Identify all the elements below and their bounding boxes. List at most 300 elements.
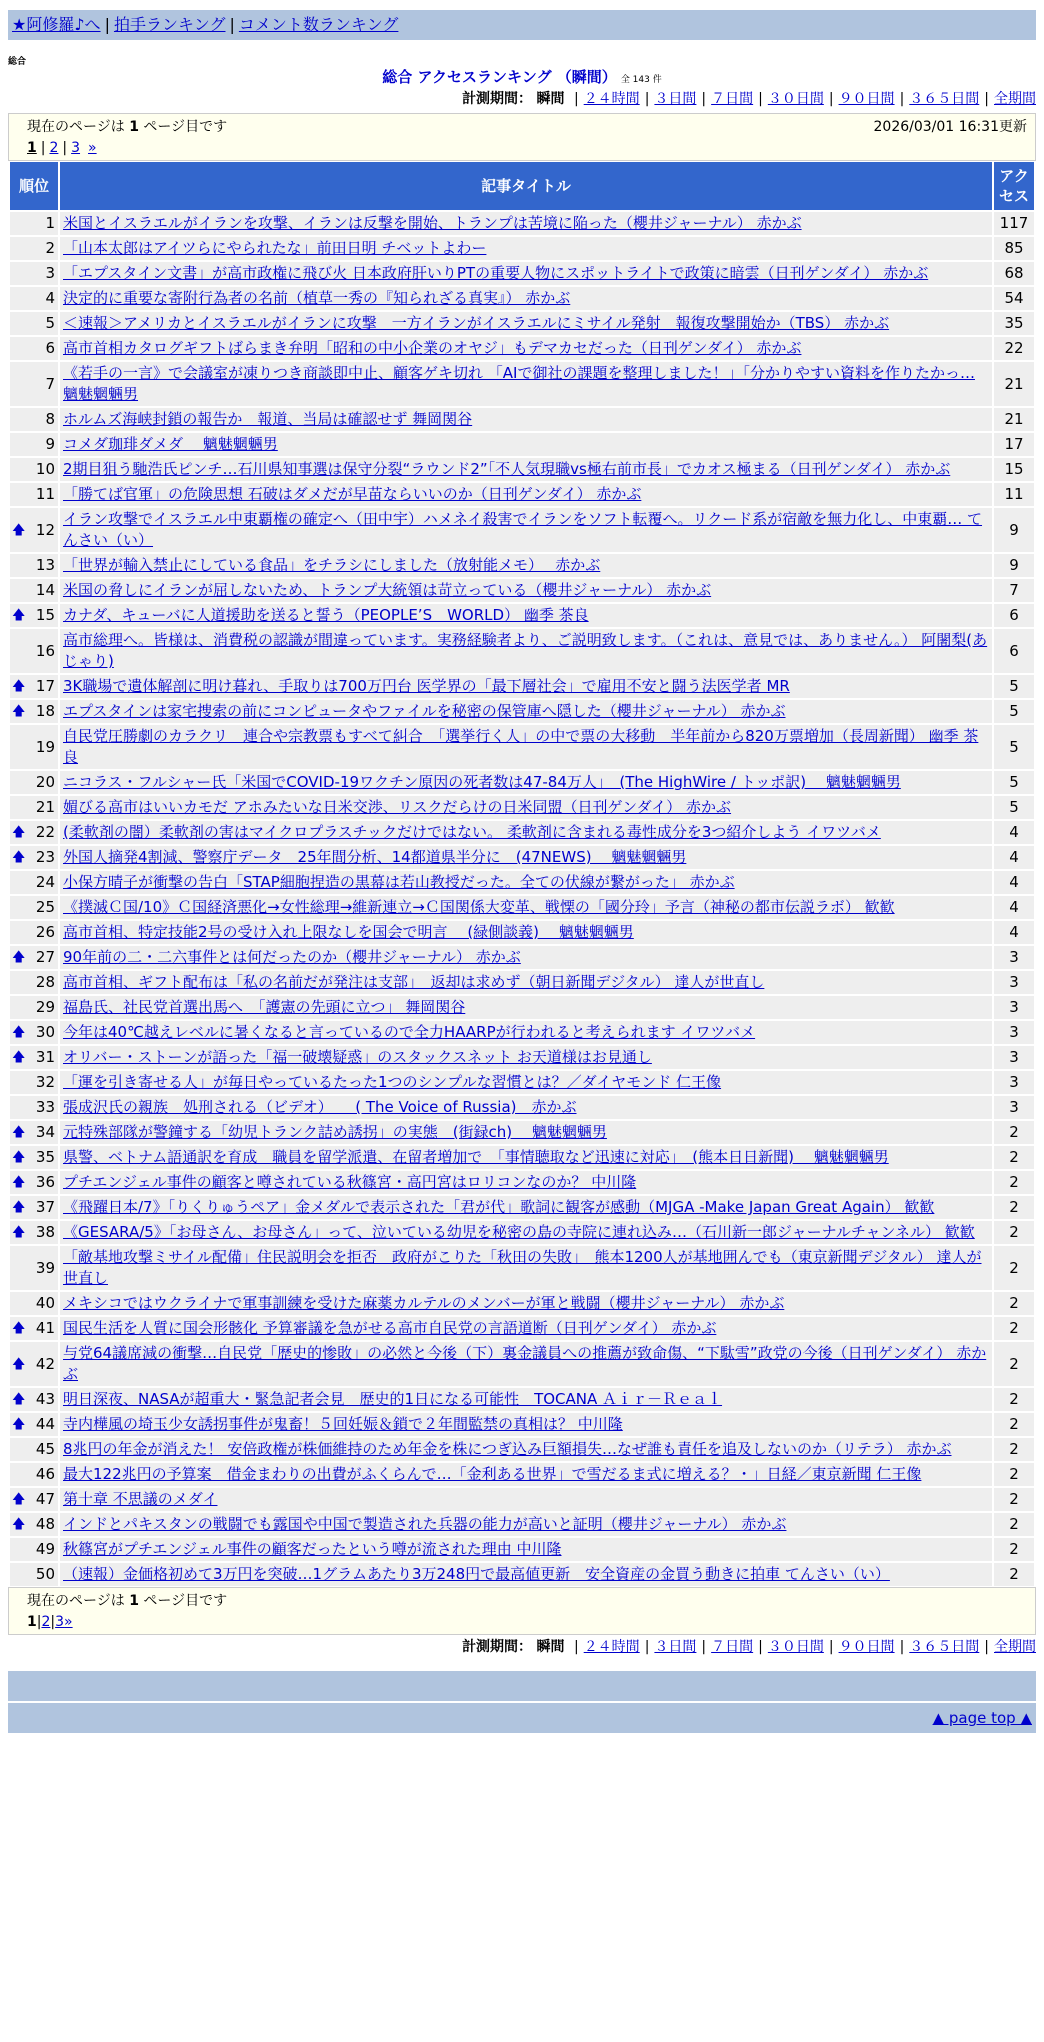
access-count: 3 [994,1021,1034,1044]
title-cell [60,1171,992,1194]
article-link[interactable]: プチエンジェル事件の顧客と噂されている秋篠宮・高円宮はロリコンなのか？ 中川隆 [63,1173,637,1191]
table-row [10,458,1034,481]
rank-number: 50 [35,1565,55,1583]
up-arrow-icon: 🡅 [12,950,26,965]
period-link[interactable]: ３０日間 [767,1639,824,1655]
access-count: 21 [994,362,1034,406]
nav-separator: | [104,15,110,34]
rank-number: 42 [35,1354,55,1373]
page-status-current: 1 [129,1593,139,1609]
up-arrow-icon: 🡅 [12,1321,26,1336]
table-row [10,237,1034,260]
title-cell [60,1463,992,1486]
access-count: 68 [994,262,1034,285]
rank-number: 25 [35,898,55,916]
pagination-bottom [8,1587,1036,1635]
title-cell [60,1488,992,1511]
rank-cell [10,1388,58,1411]
rank-cell [10,846,58,869]
rank-cell [10,1538,58,1561]
title-cell [60,458,992,481]
page-links [27,138,1027,158]
period-link[interactable]: ７日間 [711,1639,754,1655]
title-cell [60,1388,992,1411]
rank-number: 36 [35,1173,55,1191]
title-cell [60,1563,992,1586]
period-separator: | [701,1639,707,1655]
rank-cell [10,408,58,431]
period-label: 計測期間： [462,1639,533,1655]
up-arrow-icon: 🡅 [12,1125,26,1140]
article-link[interactable]: 高市総理へ。皆様は、消費税の認識が間違っています。実務経験者より、ご説明致します。（これは、意見では、ありません。） 阿闍梨(あじゃり) [63,631,988,670]
page-top-link[interactable]: ▲ page top ▲ [932,1709,1032,1727]
article-link[interactable]: ニコラス・フルシャー氏「米国でCOVID-19ワクチン原因の死者数は47-84万人」 (The HighWire / トッポ訳) 魑魅魍魎男 [63,773,901,791]
table-row [10,796,1034,819]
up-arrow-icon: 🡅 [12,850,26,865]
up-arrow-icon: 🡅 [12,704,26,719]
table-row [10,212,1034,235]
table-row [10,1538,1034,1561]
article-link[interactable]: 決定的に重要な寄附行為者の名前（植草一秀の『知られざる真実』） 赤かぶ [63,289,571,307]
article-link[interactable]: インドとパキスタンの戦闘でも露国や中国で製造された兵器の能力が高いと証明（櫻井ジャーナル） 赤かぶ [63,1515,787,1533]
page-separator: | [40,140,46,156]
page-separator: | [50,1614,56,1630]
table-row [10,1046,1034,1069]
nav-link-clap-ranking[interactable]: 拍手ランキング [113,15,226,34]
rank-cell [10,262,58,285]
access-count: 4 [994,821,1034,844]
article-link[interactable]: 元特殊部隊が警鐘する「幼児トランク詰め誘拐」の実態 (街録ch) 魑魅魍魎男 [63,1123,607,1141]
article-link[interactable]: 「世界が輸入禁止にしている食品」をチラシにしました（放射能メモ） 赤かぶ [63,556,601,574]
article-link[interactable]: エプスタインは家宅捜索の前にコンピュータやファイルを秘密の保管庫へ隠した（櫻井ジャーナル） 赤かぶ [63,702,786,720]
table-row [10,1121,1034,1144]
page-link[interactable]: 3 [55,1614,65,1630]
article-link[interactable]: 県警、ベトナム語通訳を育成 職員を留学派遣、在留者増加で 「事情聴取など迅速に対応」 (熊本日日新聞) 魑魅魍魎男 [63,1148,889,1166]
rank-number: 28 [35,973,55,991]
table-row [10,629,1034,673]
next-page-link[interactable]: » [88,140,97,156]
table-row [10,362,1034,406]
article-link[interactable]: ＜速報＞アメリカとイスラエルがイランに攻撃 一方イランがイスラエルにミサイル発射 報復攻撃開始か（TBS） 赤かぶ [63,314,890,332]
table-row [10,1513,1034,1536]
title-cell [60,700,992,723]
rank-number: 29 [35,998,55,1016]
title-cell [60,675,992,698]
rank-number: 15 [35,606,55,624]
page-link: 1 [27,140,37,156]
access-count: 54 [994,287,1034,310]
article-link[interactable]: 媚びる高市はいいカモだ アホみたいな日米交渉、リスクだらけの日米同盟（日刊ゲンダイ） 赤かぶ [63,798,732,816]
rank-cell [10,433,58,456]
rank-number: 40 [35,1294,55,1312]
article-link[interactable]: イラン攻撃でイスラエル中東覇権の確定へ（田中宇）ハメネイ殺害でイランをソフト転覆へ。リクード系が宿敵を無力化し、中東覇… てんさい（い） [63,510,983,549]
article-link[interactable]: 8兆円の年金が消えた！ 安倍政権が株価維持のため年金を株につぎ込み巨額損失…なぜ誰も責任を追及しないのか（リテラ） 赤かぶ [63,1440,952,1458]
rank-cell [10,946,58,969]
title-cell [60,996,992,1019]
title-cell [60,796,992,819]
rank-number: 12 [35,520,55,539]
rank-number: 26 [35,923,55,941]
access-count: 7 [994,579,1034,602]
rank-cell [10,1292,58,1315]
rank-number: 14 [35,581,55,599]
title-cell [60,262,992,285]
rank-number: 16 [35,641,55,660]
article-link[interactable]: 今年は40℃越えレベルに暑くなると言っているので全力HAARPが行われると考えられます イワツバメ [63,1023,756,1041]
article-link[interactable]: 2期目狙う馳浩氏ピンチ…石川県知事選は保守分裂“ラウンド2”「不人気現職vs極右前市長」でカオス極まる（日刊ゲンダイ） 赤かぶ [63,460,951,478]
nav-link-comment-ranking[interactable]: コメント数ランキング [238,15,399,34]
up-arrow-icon: 🡅 [12,1175,26,1190]
table-row [10,1463,1034,1486]
period-link[interactable]: 全期間 [994,1639,1036,1655]
rank-number: 32 [35,1073,55,1091]
rank-cell [10,996,58,1019]
access-count: 4 [994,871,1034,894]
title-cell [60,1538,992,1561]
title-cell [60,337,992,360]
period-separator: | [758,91,763,107]
article-link[interactable]: コメダ珈琲ダメダ 魑魅魍魎男 [63,435,278,453]
access-count: 117 [994,212,1034,235]
rank-cell [10,675,58,698]
table-row [10,771,1034,794]
column-header-title: 記事タイトル [60,162,992,210]
rank-number: 49 [35,1540,55,1558]
rank-cell [10,1121,58,1144]
title-cell [60,946,992,969]
title-cell [60,1121,992,1144]
article-link[interactable]: 「エプスタイン文書」が高市政権に飛び火 日本政府肝いりPTの重要人物にスポットライトで政策に暗雲（日刊ゲンダイ） 赤かぶ [63,264,929,282]
rank-cell [10,604,58,627]
article-link[interactable]: 第十章 不思議のメダイ [63,1490,218,1508]
period-link[interactable]: ７日間 [711,91,754,107]
period-separator: | [899,91,905,107]
up-arrow-icon: 🡅 [12,825,26,840]
access-count: 85 [994,237,1034,260]
period-separator: | [701,91,707,107]
table-row [10,921,1034,944]
article-link[interactable]: 明日深夜、NASAが超重大・緊急記者会見 歴史的1日になる可能性 TOCANA Ａｉｒ－Ｒｅａｌ [63,1390,723,1408]
rank-cell [10,1246,58,1290]
table-row [10,1071,1034,1094]
rank-cell [10,554,58,577]
rank-number: 5 [45,314,55,332]
rank-cell [10,237,58,260]
table-row [10,1021,1034,1044]
rank-cell [10,1413,58,1436]
rank-cell [10,212,58,235]
period-link[interactable]: ９０日間 [838,91,895,107]
rank-number: 35 [35,1148,55,1166]
rank-number: 34 [35,1123,55,1141]
up-arrow-icon: 🡅 [12,608,26,623]
table-row [10,1292,1034,1315]
table-row [10,996,1034,1019]
article-link[interactable]: （速報）金価格初めて3万円を突破…1グラムあたり3万248円で最高値更新 安全資産の金買う動きに拍車 てんさい（い） [63,1565,890,1583]
table-row [10,1563,1034,1586]
up-arrow-icon: 🡅 [12,1225,26,1240]
ranking-table [8,160,1036,1588]
rank-number: 48 [35,1515,55,1533]
rank-cell [10,1513,58,1536]
page-status-suffix: ページ目です [143,1593,228,1609]
period-link[interactable]: ３６５日間 [909,1639,980,1655]
title-cell [60,483,992,506]
table-row [10,1196,1034,1219]
rank-cell [10,771,58,794]
rank-number: 3 [45,264,55,282]
rank-cell [10,1317,58,1340]
rank-number: 4 [45,289,55,307]
period-separator: | [644,91,650,107]
rank-number: 19 [35,737,55,756]
period-link[interactable]: 全期間 [994,91,1036,107]
page-status-prefix: 現在のページは [27,119,125,135]
article-link[interactable]: 米国の脅しにイランが屈しないため、トランプ大統領は苛立っている（櫻井ジャーナル） 赤かぶ [63,581,712,599]
access-count: 9 [994,554,1034,577]
title-cell [60,1413,992,1436]
access-count: 2 [994,1563,1034,1586]
page-links [27,1612,1027,1632]
period-link[interactable]: ３日間 [654,1639,697,1655]
up-arrow-icon: 🡅 [12,1050,26,1065]
page-status-prefix: 現在のページは [27,1593,125,1609]
access-count: 3 [994,996,1034,1019]
access-count: 5 [994,796,1034,819]
article-link[interactable]: 高市首相、特定技能2号の受け入れ上限なしを国会で明言 (緑側談義) 魑魅魍魎男 [63,923,634,941]
rank-cell [10,362,58,406]
access-count: 2 [994,1171,1034,1194]
article-link[interactable]: 《GESARA/5》「お母さん、お母さん」って、泣いている幼児を秘密の島の寺院に連れ込み…（石川新一郎ジャーナルチャンネル） 歓歓 [63,1223,975,1241]
rank-number: 10 [35,460,55,478]
title-cell [60,1221,992,1244]
footer-bar [8,1671,1036,1701]
rank-number: 46 [35,1465,55,1483]
page-status-suffix: ページ目です [143,119,228,135]
period-separator: | [984,91,989,107]
article-link[interactable]: 国民生活を人質に国会形骸化 予算審議を急がせる高市自民党の言語道断（日刊ゲンダイ） 赤かぶ [63,1319,717,1337]
rank-number: 41 [35,1319,55,1337]
rank-cell [10,1463,58,1486]
article-link[interactable]: 《撲滅Ｃ国/10》Ｃ国経済悪化→女性総理→維新連立→Ｃ国関係大変革、戦慄の「國分玲」予言（神秘の都市伝説ラボ） 歓歓 [63,898,895,916]
title-cell [60,846,992,869]
rank-number: 17 [35,677,55,695]
period-link[interactable]: ９０日間 [838,1639,895,1655]
article-link[interactable]: 最大122兆円の予算案 借金まわりの出費がふくらんで…「金利ある世界」で雪だるま式に増える？・」日経／東京新聞 仁王像 [63,1465,922,1483]
rank-number: 2 [45,239,55,257]
period-link[interactable]: ２４時間 [583,1639,640,1655]
access-count: 5 [994,725,1034,769]
article-link[interactable]: 福島氏、社民党首選出馬へ 「護憲の先頭に立つ」 舞岡関谷 [63,998,466,1016]
access-count: 2 [994,1438,1034,1461]
article-link[interactable]: 3K職場で遺体解剖に明け暮れ、手取りは700万円台 医学界の「最下層社会」で雇用不安と闘う法医学者 MR [63,677,790,695]
access-count: 3 [994,1046,1034,1069]
table-row [10,700,1034,723]
rank-cell [10,629,58,673]
table-row [10,871,1034,894]
article-link[interactable]: 寺内樺風の埼玉少女誘拐事件が鬼畜！５回妊娠＆鎖で２年間監禁の真相は？ 中川隆 [63,1415,623,1433]
access-count: 35 [994,312,1034,335]
period-selector-top [8,89,1036,109]
rank-number: 39 [35,1258,55,1277]
access-count: 4 [994,921,1034,944]
access-count: 2 [994,1292,1034,1315]
rank-number: 7 [45,374,55,393]
rank-number: 21 [35,798,55,816]
total-count: 全 143 件 [620,75,662,85]
period-separator: | [828,1639,834,1655]
access-count: 4 [994,896,1034,919]
rank-cell [10,458,58,481]
article-link[interactable]: 小保方晴子が衝撃の告白「STAP細胞捏造の黒幕は若山教授だった。全ての伏線が繋がった」 赤かぶ [63,873,735,891]
access-count: 5 [994,771,1034,794]
article-link[interactable]: 自民党圧勝劇のカラクリ 連合や宗教票もすべて糾合 「選挙行く人」の中で票の大移動 半年前から820万票増加（長周新聞） 幽季 茶良 [63,727,979,766]
rank-number: 13 [35,556,55,574]
up-arrow-icon: 🡅 [12,1356,26,1372]
access-count: 2 [994,1388,1034,1411]
up-arrow-icon: 🡅 [12,1025,26,1040]
period-separator: | [573,1639,579,1655]
period-current: 瞬間 [536,1639,565,1655]
title-cell [60,896,992,919]
article-link[interactable]: 外国人摘発4割減、警察庁データ 25年間分析、14都道県半分に (47NEWS) 魑魅魍魎男 [63,848,687,866]
article-link[interactable]: 「山本太郎はアイツらにやられたな」前田日明 チベットよわー [63,239,487,257]
rank-number: 47 [35,1490,55,1508]
rank-number: 8 [45,410,55,428]
up-arrow-icon: 🡅 [12,679,26,694]
next-page-link[interactable]: » [64,1614,73,1630]
article-link[interactable]: 「勝てば官軍」の危険思想 石破はダメだが早苗ならいいのか（日刊ゲンダイ） 赤かぶ [63,485,642,503]
article-link[interactable]: オリバー・ストーンが語った「福一破壊疑惑」のスタックスネット お天道様はお見通し [63,1048,652,1066]
period-current: 瞬間 [536,91,565,107]
article-link[interactable]: 「運を引き寄せる人」が毎日やっているたった1つのシンプルな習慣とは？／ダイヤモンド 仁王像 [63,1073,722,1091]
rank-number: 22 [35,823,55,841]
column-header-access: アクセス [994,162,1034,210]
access-count: 2 [994,1146,1034,1169]
page-title [8,67,1036,87]
period-separator: | [644,1639,650,1655]
article-link[interactable]: 「敵基地攻撃ミサイル配備」住民説明会を拒否 政府がこりた「秋田の失敗」 熊本1200人が基地囲んでも（東京新聞デジタル） 達人が世直し [63,1248,982,1287]
rank-cell [10,1096,58,1119]
title-cell [60,921,992,944]
rank-cell [10,1046,58,1069]
article-link[interactable]: 90年前の二・二六事件とは何だったのか（櫻井ジャーナル） 赤かぶ [63,948,521,966]
title-cell [60,1071,992,1094]
table-row [10,1246,1034,1290]
up-arrow-icon: 🡅 [12,1417,26,1432]
rank-number: 31 [35,1048,55,1066]
article-link[interactable]: 高市首相カタログギフトばらまき弁明「昭和の中小企業のオヤジ」もデマカセだった（日刊ゲンダイ） 赤かぶ [63,339,802,357]
table-row [10,312,1034,335]
access-count: 3 [994,971,1034,994]
rank-cell [10,871,58,894]
rank-cell [10,337,58,360]
table-row [10,725,1034,769]
access-count: 2 [994,1121,1034,1144]
page-link[interactable]: 2 [49,140,59,156]
period-link[interactable]: ３６５日間 [909,91,980,107]
title-cell [60,871,992,894]
article-link[interactable]: 高市首相、ギフト配布は「私の名前だが発注は支部」 返却は求めず（朝日新聞デジタル） 達人が世直し [63,973,765,991]
access-count: 11 [994,483,1034,506]
title-cell [60,604,992,627]
rank-cell [10,1488,58,1511]
table-row [10,287,1034,310]
access-count: 2 [994,1463,1034,1486]
title-cell [60,629,992,673]
table-row [10,337,1034,360]
rank-cell [10,725,58,769]
up-arrow-icon: 🡅 [12,522,26,538]
page-link[interactable]: 2 [41,1614,51,1630]
page-top-bar [8,1703,1036,1733]
access-count: 2 [994,1488,1034,1511]
access-count: 15 [994,458,1034,481]
article-link[interactable]: 米国とイスラエルがイランを攻撃、イランは反撃を開始、トランプは苦境に陥った（櫻井ジャーナル） 赤かぶ [63,214,802,232]
rank-number: 38 [35,1223,55,1241]
article-link[interactable]: 与党64議席減の衝撃…自民党「歴史的惨敗」の必然と今後（下）裏金議員への推薦が致命傷、“下駄雪”政党の今後（日刊ゲンダイ） 赤かぶ [63,1344,987,1383]
article-link[interactable]: 《飛躍日本/7》「りくりゅうペア」金メダルで表示された「君が代」歌詞に観客が感動（MJGA -Make Japan Great Again） 歓歓 [63,1198,935,1216]
page-link[interactable]: 3 [71,140,81,156]
title-cell [60,771,992,794]
ranking-title: 総合 アクセスランキング （瞬間） [382,68,617,86]
rank-number: 30 [35,1023,55,1041]
rank-number: 37 [35,1198,55,1216]
nav-link-asyura[interactable]: ★阿修羅♪へ [12,15,101,34]
table-row [10,1096,1034,1119]
period-link[interactable]: ２４時間 [583,91,640,107]
up-arrow-icon: 🡅 [12,1150,26,1165]
period-link[interactable]: ３０日間 [767,91,824,107]
rank-number: 20 [35,773,55,791]
rank-cell [10,1146,58,1169]
article-link[interactable]: (柔軟剤の闇）柔軟剤の害はマイクロプラスチックだけではない。 柔軟剤に含まれる毒性成分を3つ紹介しよう イワツバメ [63,823,881,841]
rank-number: 11 [35,485,55,503]
title-cell [60,287,992,310]
table-row [10,896,1034,919]
rank-cell [10,1221,58,1244]
title-cell [60,1096,992,1119]
article-link[interactable]: ホルムズ海峡封鎖の報告か 報道、当局は確認せず 舞岡関谷 [63,410,473,428]
period-separator: | [899,1639,905,1655]
article-link[interactable]: メキシコではウクライナで軍事訓練を受けた麻薬カルテルのメンバーが軍と戦闘（櫻井ジャーナル） 赤かぶ [63,1294,785,1312]
title-cell [60,1513,992,1536]
title-cell [60,1146,992,1169]
access-count: 5 [994,700,1034,723]
access-count: 2 [994,1246,1034,1290]
period-links [569,91,1036,107]
article-link[interactable]: 秋篠宮がプチエンジェル事件の顧客だったという噂が流された理由 中川隆 [63,1540,562,1558]
rank-cell [10,971,58,994]
section-label: 総合 [8,57,27,67]
access-count: 3 [994,1071,1034,1094]
pagination-top [8,113,1036,161]
article-link[interactable]: カナダ、キューバに人道援助を送ると誓う（PEOPLE’S WORLD） 幽季 茶良 [63,606,589,624]
table-row [10,1342,1034,1386]
rank-cell [10,700,58,723]
article-link[interactable]: 《若手の一言》で会議室が凍りつき商談即中止、顧客ゲキ切れ 「AIで御社の課題を整理しました！」「分かりやすい資料を作りたかっ… 魑魅魍魎男 [63,364,975,403]
access-count: 6 [994,604,1034,627]
article-link[interactable]: 張成沢氏の親族 処刑される（ビデオ） ( The Voice of Russia) 赤かぶ [63,1098,577,1116]
access-count: 2 [994,1317,1034,1340]
rank-number: 44 [35,1415,55,1433]
table-row [10,433,1034,456]
title-cell [60,362,992,406]
title-cell [60,1342,992,1386]
rank-cell [10,921,58,944]
period-separator: | [573,91,579,107]
period-link[interactable]: ３日間 [654,91,697,107]
